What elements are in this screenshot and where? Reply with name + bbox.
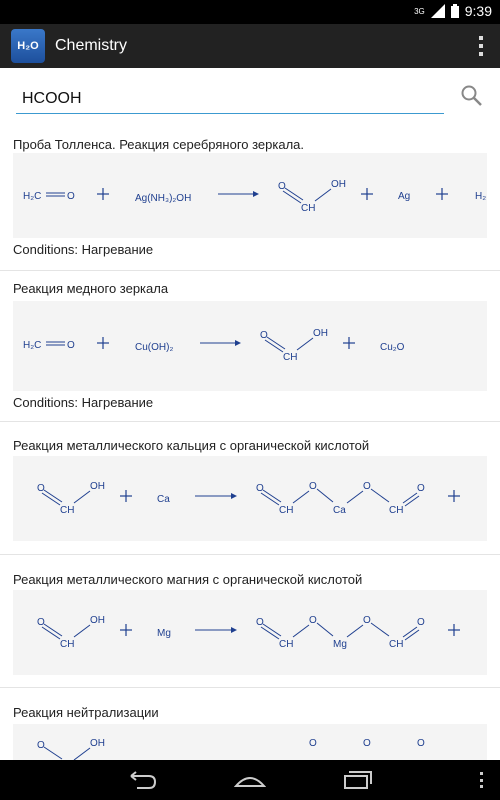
svg-text:O: O: [256, 617, 264, 628]
reaction-conditions: Conditions: Нагревание: [13, 395, 154, 410]
reaction-card[interactable]: [0, 271, 500, 422]
svg-text:OH: OH: [90, 481, 105, 492]
svg-text:O: O: [417, 738, 425, 749]
svg-text:CH: CH: [279, 639, 294, 650]
svg-text:CH: CH: [301, 203, 316, 214]
app-flask-icon: [11, 29, 45, 63]
back-icon[interactable]: [122, 766, 162, 794]
reaction-title: Реакция металлического магния с органической кислотой: [13, 572, 363, 587]
svg-text:O: O: [67, 191, 75, 202]
svg-text:O: O: [309, 481, 317, 492]
reaction-equation: [13, 153, 487, 238]
reaction-title: Реакция металлического кальция с органической кислотой: [13, 438, 370, 453]
svg-text:O: O: [363, 738, 371, 749]
reaction-card[interactable]: [0, 555, 500, 688]
reaction-arrow: [200, 340, 241, 346]
reaction-arrow: [195, 493, 237, 499]
reaction-card[interactable]: [0, 128, 500, 271]
overflow-menu-icon[interactable]: [478, 36, 484, 56]
svg-text:O: O: [260, 330, 268, 341]
reaction-equation: [13, 301, 487, 391]
svg-text:CH: CH: [279, 505, 294, 516]
search-icon[interactable]: [460, 84, 484, 108]
svg-text:O: O: [37, 740, 45, 751]
svg-text:CH: CH: [283, 352, 298, 363]
signal-icon: [431, 4, 445, 18]
svg-text:OH: OH: [313, 328, 328, 339]
svg-text:Ca: Ca: [333, 505, 346, 516]
plus-sign: [436, 188, 448, 200]
plus-sign: [448, 624, 460, 636]
reaction-equation: [13, 724, 487, 760]
svg-text:O: O: [417, 617, 425, 628]
app-title: Chemistry: [55, 37, 128, 54]
reaction-card[interactable]: [0, 688, 500, 760]
status-bar: [0, 0, 500, 24]
app-icon-text: H₂O: [17, 40, 39, 52]
plus-sign: [120, 624, 132, 636]
reaction-arrow: [218, 191, 259, 197]
svg-text:OH: OH: [90, 738, 105, 749]
svg-text:OH: OH: [90, 615, 105, 626]
svg-text:CH: CH: [389, 639, 404, 650]
svg-text:O: O: [363, 615, 371, 626]
svg-text:H₂: H₂: [475, 191, 487, 202]
reaction-arrow: [195, 627, 237, 633]
calcium-formula: Ca: [157, 494, 170, 505]
reaction-list: [0, 128, 500, 760]
network-type: 3G: [414, 6, 425, 16]
copper-hydroxide-formula: Cu(OH)₂: [135, 342, 174, 353]
svg-text:CH: CH: [389, 505, 404, 516]
reaction-title: Реакция медного зеркала: [13, 281, 169, 296]
reaction-equation: [13, 590, 487, 675]
recents-icon[interactable]: [338, 766, 378, 794]
svg-text:O: O: [256, 483, 264, 494]
clock: 9:39: [464, 3, 492, 19]
plus-sign: [97, 188, 109, 200]
reaction-title: Реакция нейтрализации: [13, 705, 159, 720]
search-input[interactable]: [16, 84, 444, 114]
tollens-reagent-formula: Ag(NH₃)₂OH: [135, 193, 192, 204]
reaction-equation: [13, 456, 487, 541]
action-bar: [0, 24, 500, 68]
reaction-title: Проба Толленса. Реакция серебряного зеркала.: [13, 137, 305, 152]
svg-text:O: O: [67, 340, 75, 351]
svg-text:O: O: [309, 738, 317, 749]
plus-sign: [120, 490, 132, 502]
formic-acid-formula: OH: [331, 179, 346, 190]
reaction-conditions: Conditions: Нагревание: [13, 242, 154, 257]
silver-formula: Ag: [398, 191, 411, 202]
svg-text:O: O: [37, 617, 45, 628]
svg-text:H₂C: H₂C: [23, 340, 42, 351]
formaldehyde-formula: H₂C: [23, 191, 42, 202]
svg-text:O: O: [417, 483, 425, 494]
svg-text:O: O: [37, 483, 45, 494]
plus-sign: [448, 490, 460, 502]
plus-sign: [97, 337, 109, 349]
svg-text:O: O: [309, 615, 317, 626]
nav-menu-icon[interactable]: [480, 772, 484, 788]
svg-text:CH: CH: [60, 505, 75, 516]
copper-oxide-formula: Cu₂O: [380, 342, 405, 353]
reaction-card[interactable]: [0, 422, 500, 555]
battery-icon: [451, 4, 459, 18]
svg-text:O: O: [363, 481, 371, 492]
svg-text:Mg: Mg: [333, 639, 347, 650]
plus-sign: [343, 337, 355, 349]
svg-text:CH: CH: [60, 639, 75, 650]
magnesium-formula: Mg: [157, 628, 171, 639]
plus-sign: [361, 188, 373, 200]
navigation-bar: [0, 760, 500, 800]
home-icon[interactable]: [230, 766, 270, 794]
svg-text:O: O: [278, 181, 286, 192]
search-row: [0, 68, 500, 128]
